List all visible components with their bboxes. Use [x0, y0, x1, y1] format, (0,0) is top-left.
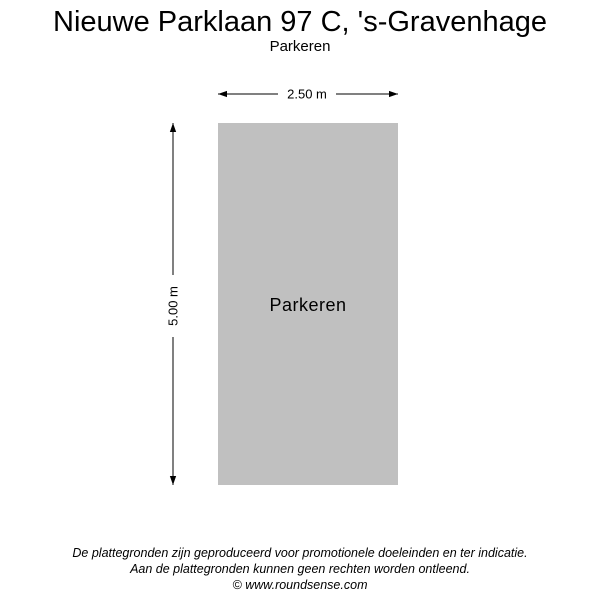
height-dimension — [166, 123, 181, 485]
width-dimension-label: 2.50 m — [287, 86, 327, 102]
page-title: Nieuwe Parklaan 97 C, 's-Gravenhage — [53, 6, 547, 38]
disclaimer-line-1: De plattegronden zijn geproduceerd voor promotionele doeleinden en ter indicatie. — [72, 546, 528, 560]
height-dimension-label: 5.00 m — [165, 286, 181, 326]
floor-subtitle: Parkeren — [269, 38, 331, 55]
copyright-line: © www.roundsense.com — [232, 578, 368, 592]
room-label: Parkeren — [269, 295, 347, 315]
width-dimension — [218, 87, 398, 102]
disclaimer-line-2: Aan de plattegronden kunnen geen rechten worden ontleend. — [130, 562, 470, 576]
disclaimer-footer — [0, 545, 600, 593]
